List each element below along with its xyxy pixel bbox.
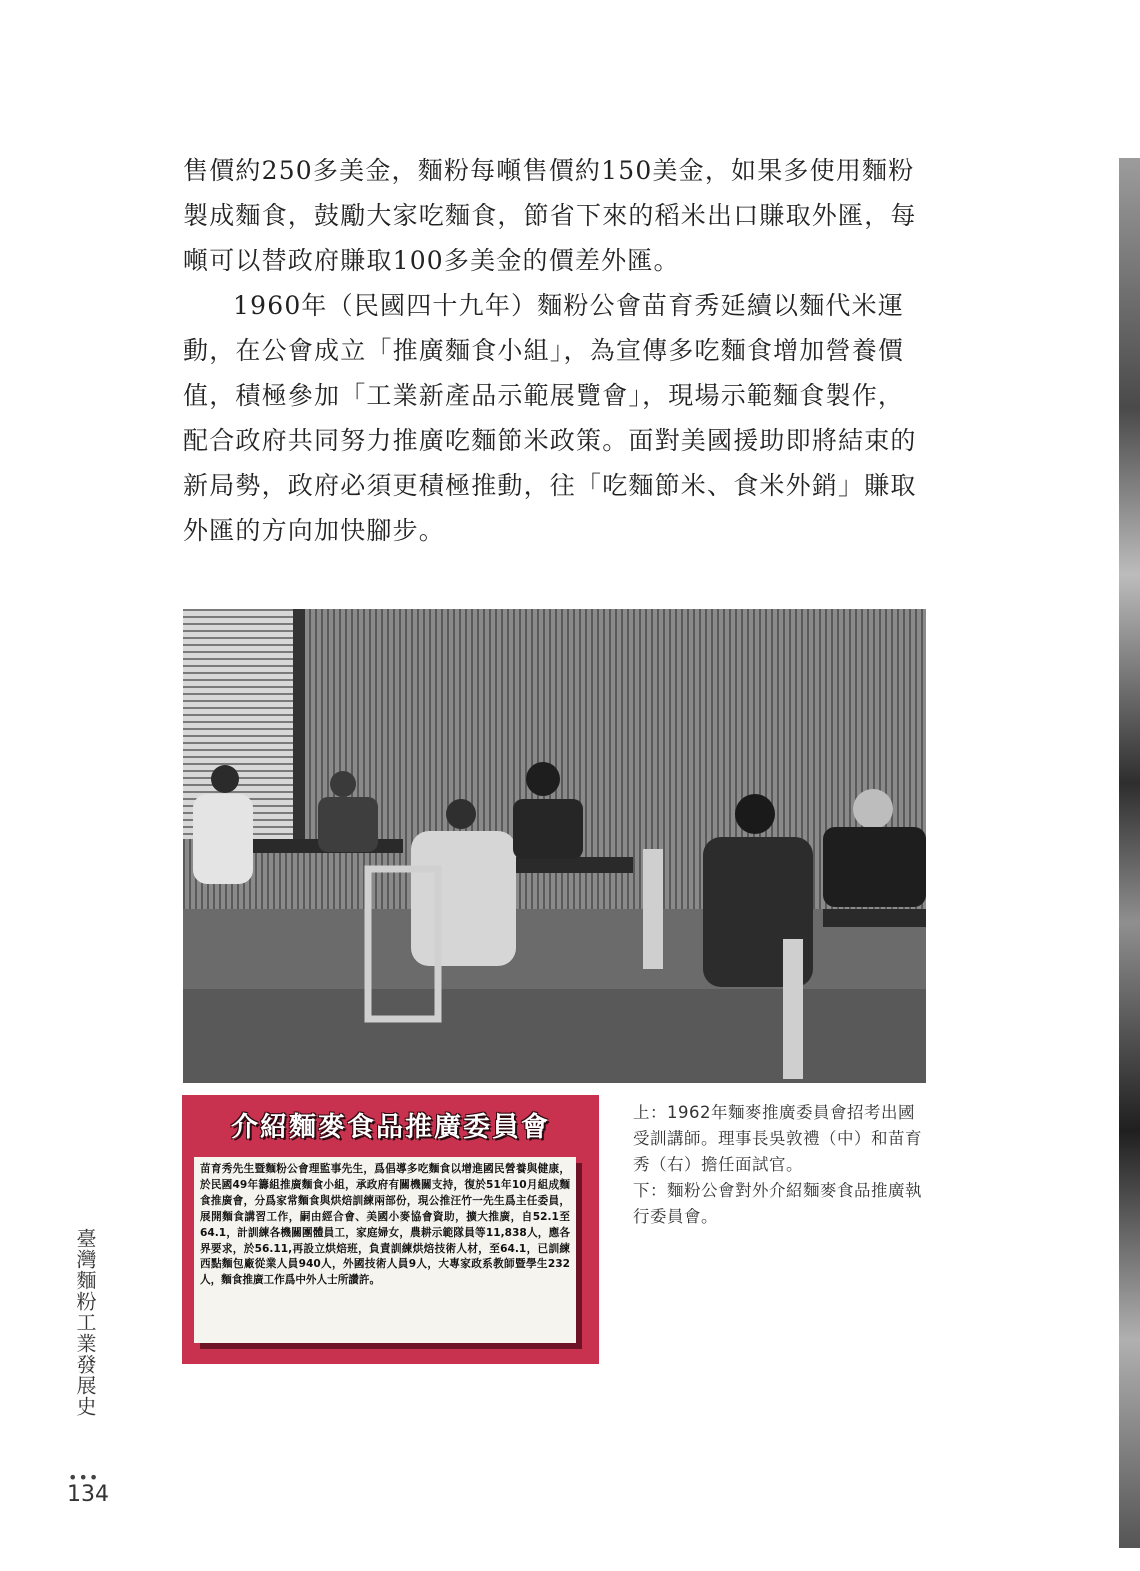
adjacent-page-photo-edge xyxy=(1119,158,1140,1548)
newspaper-clipping xyxy=(182,1095,599,1364)
photo-illustration xyxy=(183,609,926,1083)
caption-lower: 下：麵粉公會對外介紹麵麥食品推廣執行委員會。 xyxy=(633,1181,922,1226)
running-book-title: 臺灣麵粉工業發展史 xyxy=(73,1228,97,1417)
page-dots: ••• xyxy=(68,1468,100,1487)
paragraph: 1960年（民國四十九年）麵粉公會苗育秀延續以麵代米運動，在公會成立「推廣麵食小組」，為宣傳多吃麵食增加營養價值，積極參加「工業新產品示範展覽會」，現場示範麵食製作，配合政府共同努力推廣吃麵節米政策。面對美國援助即將結束的新局勢，政府必須更積極推動，往「吃麵節米、食米外銷」賺取外匯的方向加快腳步。 xyxy=(183,291,917,545)
page-number: 134 xyxy=(67,1482,109,1507)
caption-upper: 上：1962年麵麥推廣委員會招考出國受訓講師。理事長吳敦禮（中）和苗育秀（右）擔任面試官。 xyxy=(633,1103,922,1174)
interview-photo xyxy=(183,609,926,1083)
body-text xyxy=(183,148,928,553)
clipping-title: 介紹麵麥食品推廣委員會 xyxy=(231,1112,550,1143)
paragraph: 售價約250多美金，麵粉每噸售價約150美金，如果多使用麵粉製成麵食，鼓勵大家吃麵食，節省下來的稻米出口賺取外匯，每噸可以替政府賺取100多美金的價差外匯。 xyxy=(183,156,917,275)
photo-caption xyxy=(633,1100,929,1230)
clipping-text: 苗育秀先生暨麵粉公會理監事先生，爲倡導多吃麵食以增進國民營養與健康，於民國49年籌組推廣麵食小組，承政府有關機關支持，復於51年10月組成麵食推廣會，分爲家常麵食與烘焙訓練兩部份，現公推汪竹一先生爲主任委員，展開麵食講習工作，嗣由經合會、美國小麥協會資助，擴大推廣，自52.1至64.1，計訓練各機關團體員工，家庭婦女，農耕示範隊員等11,838人，應各界要求，於56.11,再設立烘焙班，負責訓練烘焙技術人材，至64.1，已訓練西點麵包廠從業人員940人，外國技術人員9人，大專家政系教師暨學生232人，麵食推廣工作爲中外人士所讚許。 xyxy=(194,1157,576,1343)
